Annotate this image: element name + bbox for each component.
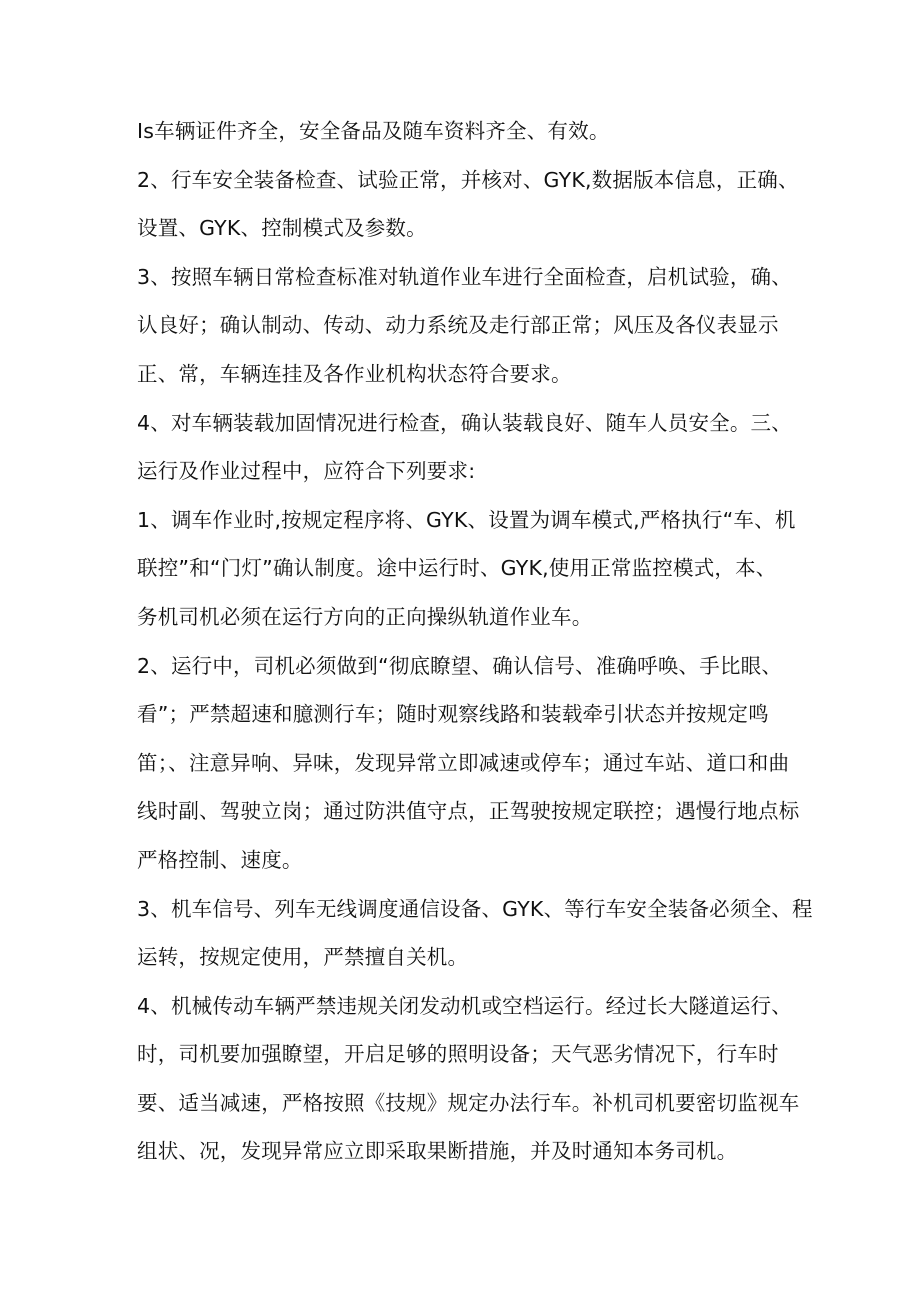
- text-line: Is车辆证件齐全，安全备品及随车资料齐全、有效。: [137, 119, 610, 143]
- text-line: 运转，按规定使用，严禁擅自关机。: [137, 945, 469, 970]
- text-line: 要、适当减速，严格按照《技规》规定办法行车。补机司机要密切监视车: [137, 1090, 800, 1115]
- text-line: 时，司机要加强瞭望，开启足够的照明设备；天气恶劣情况下，行车时: [137, 1042, 779, 1067]
- text-line: 4、机械传动车辆严禁违规关闭发动机或空档运行。经过长大隧道运行、: [137, 993, 792, 1018]
- text-line: 4、对车辆装载加固情况进行检查，确认装载良好、随车人员安全。三、: [137, 410, 792, 435]
- text-line: 1、调车作业时,按规定程序将、GYK、设置为调车模式,严格执行“车、机: [137, 507, 796, 532]
- text-line: 联控”和“门灯”确认制度。途中运行时、GYK,使用正常监控模式，本、: [137, 556, 777, 581]
- text-line: 运行及作业过程中，应符合下列要求:: [137, 459, 476, 484]
- text-line: 3、机车信号、列车无线调度通信设备、GYK、等行车安全装备必须全、程: [137, 896, 813, 921]
- text-line: 务机司机必须在运行方向的正向操纵轨道作业车。: [137, 604, 593, 629]
- text-line: 正、常，车辆连挂及各作业机构状态符合要求。: [137, 361, 572, 386]
- text-line: 严格控制、速度。: [137, 847, 303, 872]
- text-line: 认良好；确认制动、传动、动力系统及走行部正常；风压及各仪表显示: [137, 313, 779, 338]
- text-line: 看”；严禁超速和臆测行车；随时观察线路和装载牵引状态并按规定鸣: [137, 702, 769, 727]
- text-line: 3、按照车辆日常检查标准对轨道作业车进行全面检查，启机试验，确、: [137, 264, 792, 289]
- document-body: [137, 107, 813, 1176]
- text-line: 笛；、注意异响、异味，发现异常立即减速或停车；通过车站、道口和曲: [137, 750, 790, 775]
- text-line: 设置、GYK、控制模式及参数。: [137, 216, 427, 241]
- text-line: 2、行车安全装备检查、试验正常，并核对、GYK,数据版本信息，正确、: [137, 167, 799, 192]
- text-line: 组状、况，发现异常应立即采取果断措施，并及时通知本务司机。: [137, 1139, 738, 1164]
- text-line: 线时副、驾驶立岗；通过防洪值守点，正驾驶按规定联控；遇慢行地点标: [137, 799, 800, 824]
- text-line: 2、运行中，司机必须做到“彻底瞭望、确认信号、准确呼唤、手比眼、: [137, 653, 783, 678]
